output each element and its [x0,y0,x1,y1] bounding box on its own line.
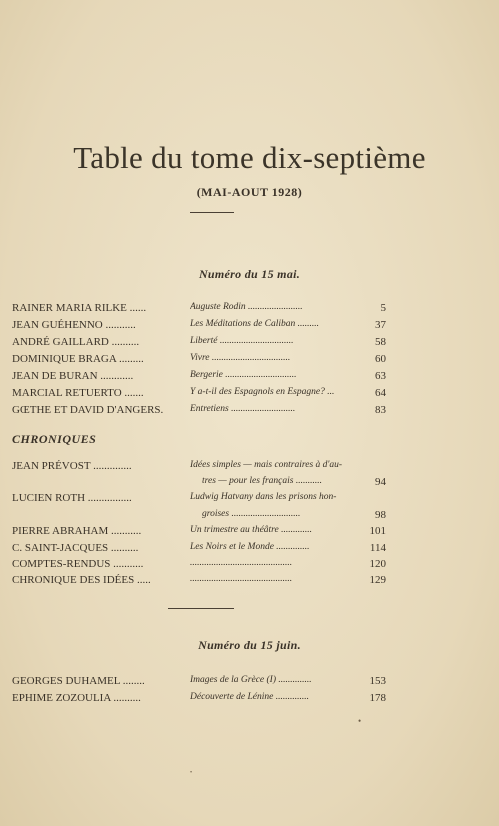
title-divider [190,212,234,213]
toc-entry [0,404,499,420]
entry-author: JEAN GUÉHENNO ........... [12,319,136,331]
entry-page: 63 [375,370,386,382]
entry-author: COMPTES-RENDUS ........... [12,558,144,570]
entry-title: Les Méditations de Caliban ......... [190,319,320,329]
section-heading: Numéro du 15 juin. [198,638,301,652]
entry-title: Idées simples — mais contraires à d'au- [190,460,343,470]
toc-entry [0,302,499,318]
section-divider [168,608,234,609]
entry-title: Vivre ................................. [190,353,291,363]
entry-title: ........................................... [190,558,293,568]
entry-page: 114 [369,542,386,554]
toc-entry [0,353,499,369]
entry-page: 83 [375,404,386,416]
entry-title: tres — pour les français ........... [202,476,322,486]
toc-entry [0,319,499,335]
toc-entry [0,336,499,352]
toc-entry [0,370,499,386]
entry-page: 120 [369,558,386,570]
toc-entry [0,525,499,541]
toc-entry [0,460,499,476]
toc-entry-continuation [0,476,499,492]
entry-author: CHRONIQUE DES IDÉES ..... [12,574,151,586]
entry-author: ANDRÉ GAILLARD .......... [12,336,140,348]
entry-page: 94 [375,476,386,488]
toc-entry [0,492,499,508]
toc-entry-continuation [0,509,499,525]
entry-title: Images de la Grèce (I) .............. [190,675,312,685]
page-subtitle: (MAI-AOUT 1928) [196,185,303,199]
entry-title: Liberté ............................... [190,336,294,346]
entry-author: JEAN PRÉVOST .............. [12,460,132,472]
entry-author: MARCIAL RETUERTO ....... [12,387,144,399]
entry-title: groises ............................. [202,509,301,519]
entry-author: GEORGES DUHAMEL ........ [12,675,145,687]
toc-entry [0,692,499,708]
toc-entry [0,542,499,558]
entry-title: Un trimestre au théâtre ............. [190,525,312,535]
entry-title: Y a-t-il des Espagnols en Espagne? ... [190,387,335,397]
entry-author: EPHIME ZOZOULIA .......... [12,692,141,704]
section-heading: CHRONIQUES [12,432,97,446]
entry-page: 153 [369,675,386,687]
entry-title: ........................................... [190,574,293,584]
ink-speck: • [358,716,362,726]
entry-page: 37 [375,319,386,331]
entry-title: Entretiens ........................... [190,404,296,414]
entry-author: RAINER MARIA RILKE ...... [12,302,147,314]
section-heading: Numéro du 15 mai. [198,267,301,281]
entry-author: DOMINIQUE BRAGA ......... [12,353,144,365]
entry-title: Les Noirs et le Monde .............. [190,542,310,552]
entry-title: Ludwig Hatvany dans les prisons hon- [190,492,337,502]
entry-page: 98 [375,509,386,521]
entry-page: 5 [380,302,386,314]
toc-entry [0,387,499,403]
entry-page: 129 [369,574,386,586]
entry-page: 101 [369,525,386,537]
toc-entry [0,558,499,574]
page-title: Table du tome dix-septième [73,140,426,175]
entry-author: PIERRE ABRAHAM ........... [12,525,142,537]
entry-author: C. SAINT-JACQUES .......... [12,542,139,554]
ink-speck: • [190,770,193,776]
toc-entry [0,574,499,590]
entry-author: LUCIEN ROTH ................ [12,492,132,504]
entry-author: JEAN DE BURAN ............ [12,370,134,382]
entry-page: 178 [369,692,386,704]
entry-title: Bergerie .............................. [190,370,297,380]
entry-title: Découverte de Lénine .............. [190,692,309,702]
entry-title: Auguste Rodin ....................... [190,302,303,312]
toc-entry [0,675,499,691]
entry-author: GŒTHE ET DAVID D'ANGERS. [12,404,164,416]
entry-page: 58 [375,336,386,348]
entry-page: 64 [375,387,386,399]
entry-page: 60 [375,353,386,365]
